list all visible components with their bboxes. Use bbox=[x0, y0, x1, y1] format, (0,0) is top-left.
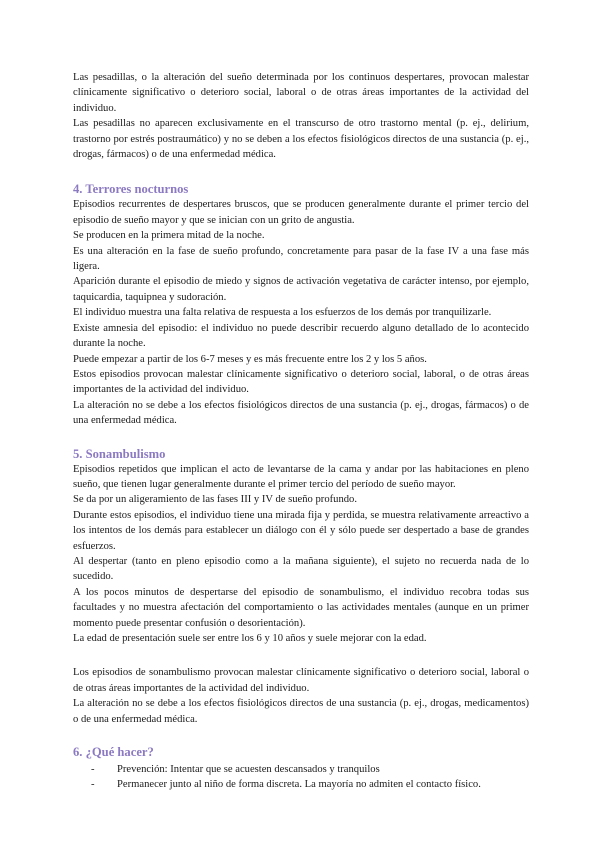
paragraph: Los episodios de sonambulismo provocan malestar clínicamente significativo o deterioro social, laboral o de otras áreas importantes de la actividad del individuo. bbox=[73, 667, 529, 694]
paragraph: A los pocos minutos de despertarse del episodio de sonambulismo, el individuo recobra todas sus facultades y no muestra afectación del comportamiento o las actividades mentales (aunque en un primer momento puede presentar confusión o desorientación). bbox=[73, 586, 529, 629]
section-heading: 6. ¿Qué hacer? bbox=[73, 745, 154, 760]
paragraph: La alteración no se debe a los efectos fisiológicos directos de una sustancia (p. ej., drogas, fármacos) o de una enfermedad médica. bbox=[73, 399, 529, 427]
dash-bullet: - bbox=[91, 779, 95, 791]
section-heading: 4. Terrores nocturnos bbox=[73, 182, 189, 197]
dash-list bbox=[73, 762, 529, 793]
paragraph: Las pesadillas, o la alteración del sueño determinada por los continuos despertares, provocan malestar clínicamente significativo o deterioro social, laboral o de otras áreas importantes de la actividad del individuo. bbox=[73, 72, 529, 114]
section-heading: 5. Sonambulismo bbox=[73, 446, 166, 461]
paragraph: Episodios recurrentes de despertares bruscos, que se producen generalmente durante el primer tercio del episodio de sueño mayor y que se inician con un grito de angustia. bbox=[73, 199, 529, 226]
list-item bbox=[73, 762, 529, 777]
paragraph: Episodios repetidos que implican el acto de levantarse de la cama y andar por las habitaciones en pleno sueño, que tienen lugar generalmente durante el primer tercio del período de sueño mayor. bbox=[73, 463, 529, 490]
paragraph: Se da por un aligeramiento de las fases III y IV de sueño profundo. bbox=[73, 494, 357, 506]
paragraph: La alteración no se debe a los efectos fisiológicos directos de una sustancia (p. ej., drogas, medicamentos) o de una enfermedad médica. bbox=[73, 698, 529, 725]
paragraph: Estos episodios provocan malestar clínicamente significativo o deterioro social, laboral, o de otras áreas importantes de la actividad del individuo. bbox=[73, 368, 529, 396]
paragraph: Existe amnesia del episodio: el individuo no puede describir recuerdo alguno detallado de lo acontecido durante la noche. bbox=[73, 322, 529, 350]
list-item-text: Permanecer junto al niño de forma discreta. La mayoría no admiten el contacto físico. bbox=[117, 779, 481, 791]
list-item-text: Prevención: Intentar que se acuesten descansados y tranquilos bbox=[117, 764, 380, 776]
paragraph: Puede empezar a partir de los 6-7 meses y es más frecuente entre los 2 y los 5 años. bbox=[73, 353, 427, 365]
paragraph: La edad de presentación suele ser entre los 6 y 10 años y suele mejorar con la edad. bbox=[73, 633, 427, 644]
section-que-hacer bbox=[73, 744, 529, 793]
paragraph: Se producen en la primera mitad de la noche. bbox=[73, 230, 265, 242]
paragraph: Es una alteración en la fase de sueño profundo, concretamente para pasar de la fase IV a una fase más ligera. bbox=[73, 245, 529, 273]
paragraph: Aparición durante el episodio de miedo y signos de activación vegetativa de carácter intenso, por ejemplo, taquicardia, taquipnea y sudoración. bbox=[73, 276, 529, 303]
paragraph: Al despertar (tanto en pleno episodio como a la mañana siguiente), el sujeto no recuerda nada de lo sucedido. bbox=[73, 555, 529, 583]
paragraph: El individuo muestra una falta relativa de respuesta a los esfuerzos de los demás por tranquilizarle. bbox=[73, 307, 492, 319]
dash-bullet: - bbox=[91, 764, 95, 776]
section-sonambulismo bbox=[73, 446, 529, 728]
paragraph: Las pesadillas no aparecen exclusivamente en el transcurso de otro trastorno mental (p. ej., delirium, trastorno por estrés postraumático) y no se deben a los efectos fisiológicos directos de una sustancia (p. ej., drogas, fármacos) o de una enfermedad médica. bbox=[73, 118, 529, 161]
paragraph: Durante estos episodios, el individuo tiene una mirada fija y perdida, se muestra relativamente arreactivo a los intentos de los demás para establecer un diálogo con él y sólo puede ser despertado a base de grandes esfuerzos. bbox=[73, 509, 529, 552]
section-terrores-nocturnos bbox=[73, 181, 529, 428]
intro-section bbox=[73, 70, 529, 162]
list-item bbox=[73, 777, 529, 792]
